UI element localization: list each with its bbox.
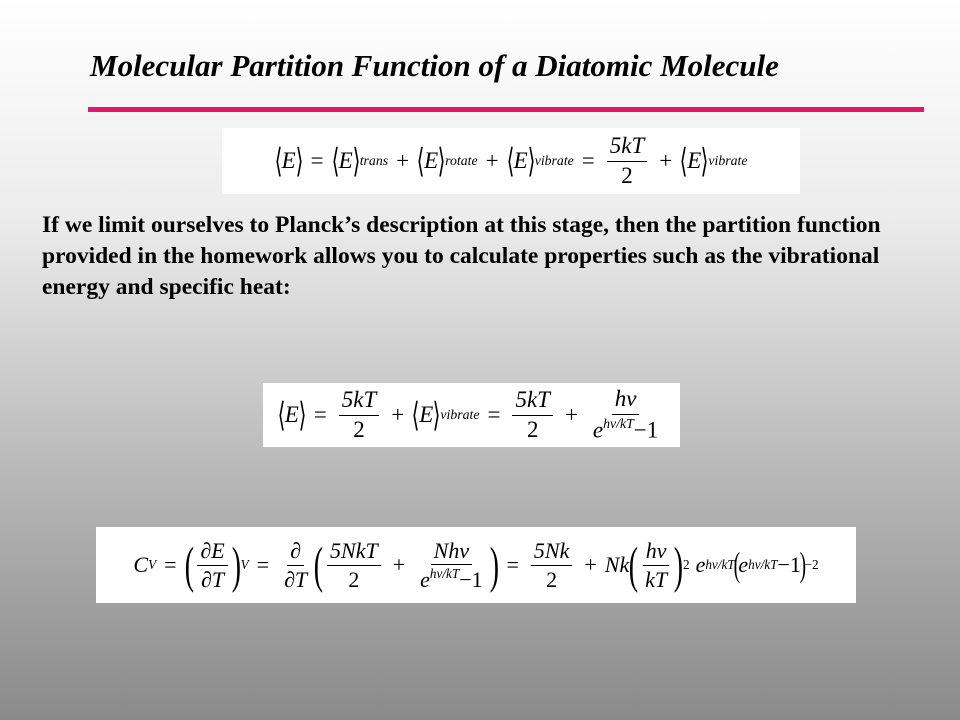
body-paragraph: If we limit ourselves to Planck’s description at this stage, then the partition function provided in the homework allows you to calculate properties such as the vibrational energy and specific heat: bbox=[42, 212, 881, 300]
equation-average-energy: ⟨ E ⟩ = $\frac{5kT}{2}$ + ⟨ E ⟩ vibrate = $\frac{5kT}{2}$ + $\frac{h\nu}{e^{h\nu/kT}-1}$ bbox=[263, 383, 680, 447]
equation-heat-capacity: C V = ( $\frac{\partial E}{\partial T}$ ) V = $\frac{\partial}{\partial T}$ ( $\frac{\text{5NkT}}{2}$ + $\frac{\text{Nhν}}{e^{h\nu/kT}-1}$ ) = $\frac{5Nk}{2}$ + Nk ( $\frac{h\nu}{kT}$ ) 2 e hν/kT ( e hν/kT −1 ) −2 bbox=[96, 527, 856, 603]
title-underline bbox=[88, 107, 924, 112]
equation-energy-sum: ⟨ E ⟩ = ⟨ E ⟩ trans + ⟨ E ⟩ rotate + ⟨ E ⟩ vibrate = $\frac{5kT}{2}$ + ⟨ E ⟩ vibrate bbox=[222, 128, 800, 194]
slide-title: Molecular Partition Function of a Diatomic Molecule bbox=[90, 48, 779, 83]
